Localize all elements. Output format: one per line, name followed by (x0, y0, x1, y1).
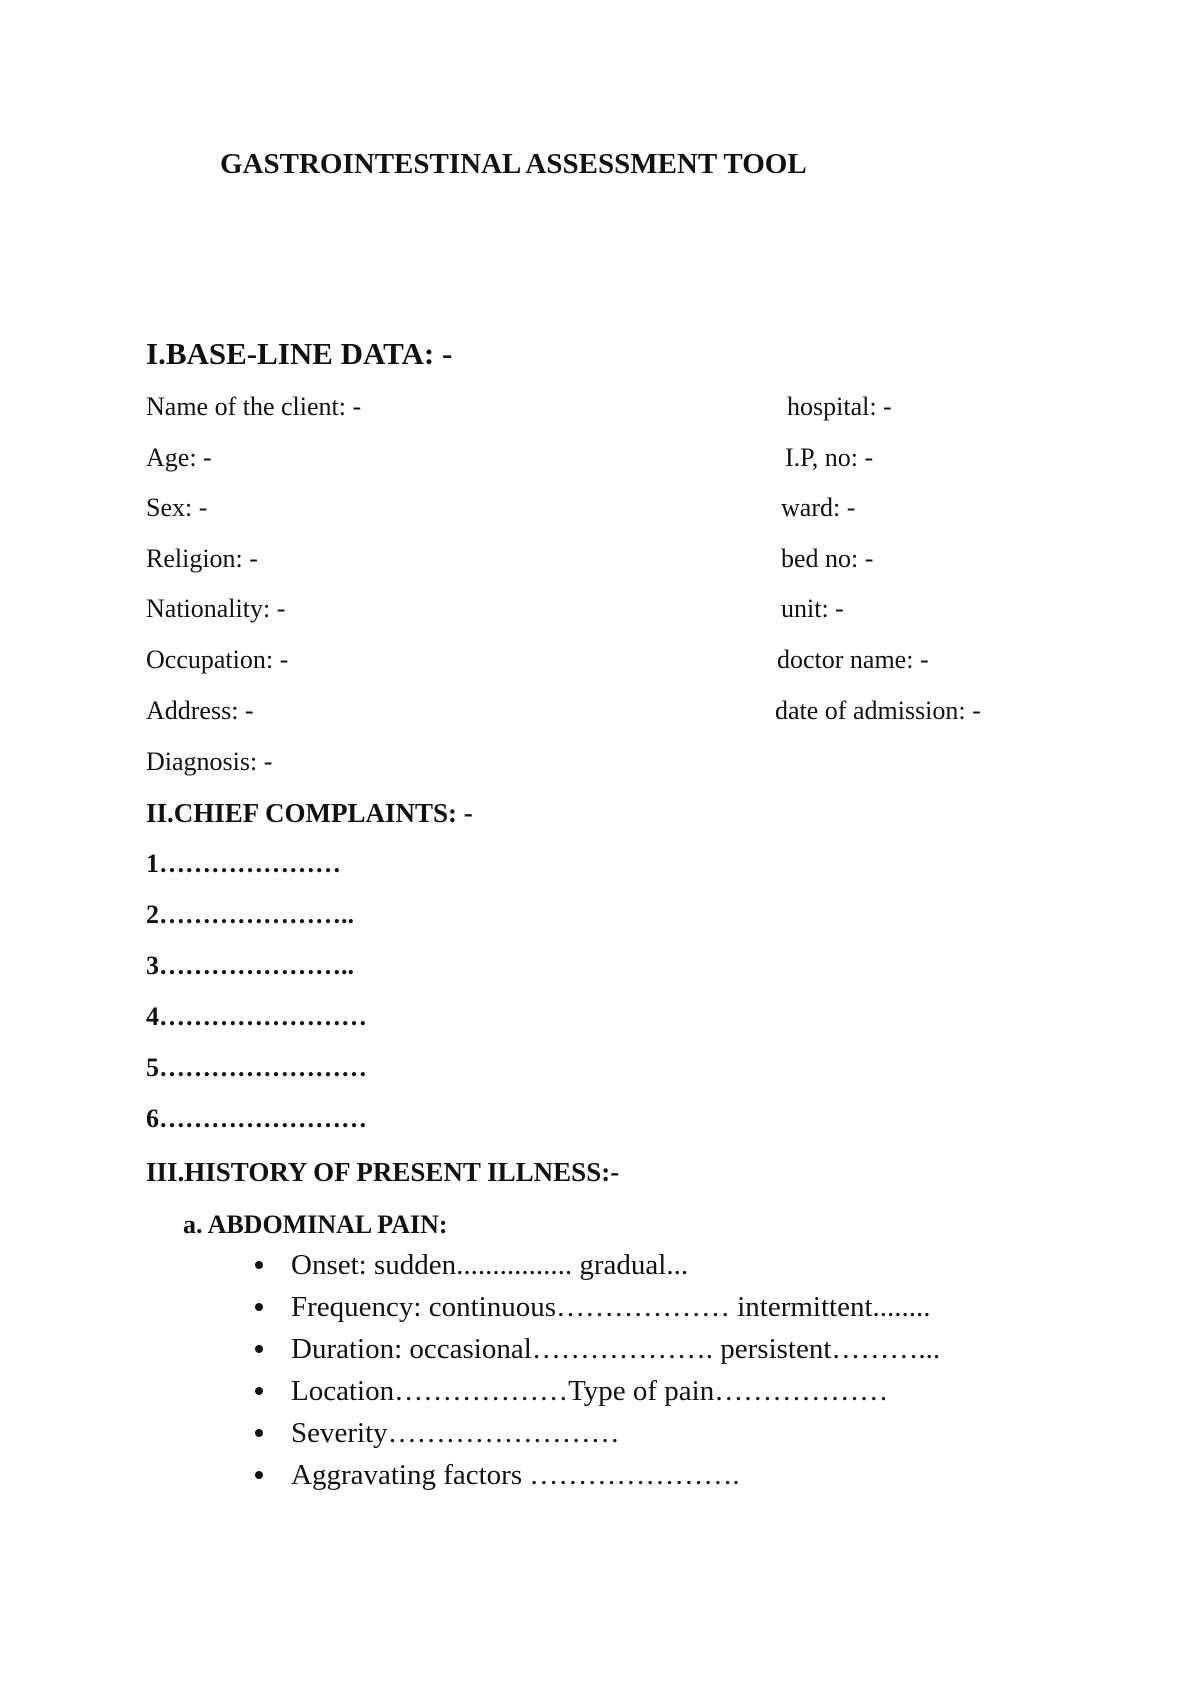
field-ward: ward: - (781, 493, 856, 522)
frequency-line: Frequency: continuous……………… intermittent........ (291, 1291, 931, 1323)
duration-line: Duration: occasional………………. persistent………... (291, 1333, 941, 1365)
document-title: GASTROINTESTINAL ASSESSMENT TOOL (220, 148, 807, 180)
field-date-of-admission: date of admission: - (775, 696, 981, 725)
field-nationality: Nationality: - (146, 594, 286, 623)
severity-line: Severity…………………… (291, 1417, 620, 1449)
complaint-line-2: 2………………….. (146, 900, 354, 929)
abdominal-pain-subheading: a. ABDOMINAL PAIN: (183, 1210, 448, 1239)
bullet-icon (255, 1429, 263, 1437)
field-sex: Sex: - (146, 493, 208, 522)
field-ip-no: I.P, no: - (785, 443, 874, 472)
field-occupation: Occupation: - (146, 645, 289, 674)
field-unit: unit: - (781, 594, 844, 623)
location-line: Location………………Type of pain……………… (291, 1375, 889, 1407)
field-hospital: hospital: - (787, 392, 892, 421)
field-religion: Religion: - (146, 544, 258, 573)
field-age: Age: - (146, 443, 212, 472)
complaint-line-3: 3………………….. (146, 951, 354, 980)
field-client-name: Name of the client: - (146, 392, 362, 421)
bullet-icon (255, 1387, 263, 1395)
field-doctor-name: doctor name: - (777, 645, 929, 674)
history-heading: III.HISTORY OF PRESENT ILLNESS:- (146, 1157, 620, 1187)
field-address: Address: - (146, 696, 254, 725)
bullet-icon (255, 1303, 263, 1311)
aggravating-factors-line: Aggravating factors …………………. (291, 1459, 740, 1491)
complaint-line-5: 5…………………… (146, 1053, 367, 1082)
bullet-icon (255, 1261, 263, 1269)
bullet-icon (255, 1471, 263, 1479)
chief-complaints-heading: II.CHIEF COMPLAINTS: - (146, 798, 473, 828)
field-bed-no: bed no: - (781, 544, 874, 573)
onset-line: Onset: sudden................ gradual... (291, 1249, 689, 1281)
complaint-line-1: 1………………… (146, 849, 341, 878)
field-diagnosis: Diagnosis: - (146, 747, 273, 776)
baseline-heading: I.BASE-LINE DATA: - (146, 336, 453, 371)
bullet-icon (255, 1345, 263, 1353)
complaint-line-4: 4…………………… (146, 1002, 367, 1031)
complaint-line-6: 6…………………… (146, 1104, 367, 1133)
